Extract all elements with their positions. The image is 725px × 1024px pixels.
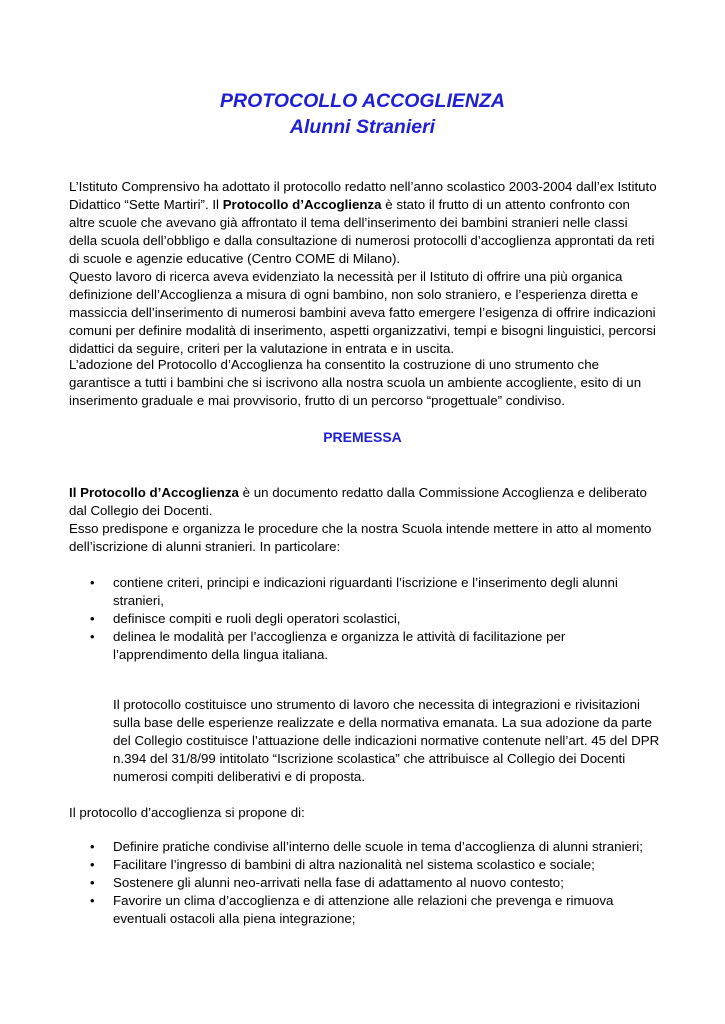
premessa-paragraph-2: Esso predispone e organizza le procedure che la nostra Scuola intende mettere in atto al momento dell’iscrizione di alunni stranieri. In particolare: (69, 521, 652, 554)
bullet-icon: • (90, 875, 95, 890)
section-heading-premessa: PREMESSA (323, 429, 402, 445)
document-subtitle: Alunni Stranieri (289, 116, 436, 138)
intro-paragraph-2: Questo lavoro di ricerca aveva evidenziato la necessità per il Istituto di offrire una più organica definizione dell’Accoglienza a misura di ogni bambino, non solo straniero, e l’esperienza diretta e massiccia dell’inserimento di numerosi bambini aveva fatto emergere l’esigenza di offrire indicazioni comuni per definire modalità di inserimento, aspetti organizzativi, tempi e bisogni linguistici, percorsi didattici da seguire, criteri per la valutazione in entrata e in uscita. (69, 269, 656, 356)
premessa-paragraph-1: Il Protocollo d’Accoglienza è un documento redatto dalla Commissione Accoglienza e deliberato dal Collegio dei Docenti. (69, 485, 647, 518)
bullet-icon: • (90, 893, 95, 908)
list-item: • Sostenere gli alunni neo-arrivati nella fase di adattamento al nuovo contesto; (90, 875, 564, 890)
list-item: • Definire pratiche condivise all’interno delle scuole in tema d’accoglienza di alunni stranieri; (90, 839, 643, 854)
protocol-bold-term: Il Protocollo d’Accoglienza (69, 485, 239, 500)
document-title: PROTOCOLLO ACCOGLIENZA (220, 90, 505, 112)
bullet-icon: • (90, 575, 95, 590)
indented-paragraph: Il protocollo costituisce uno strumento di lavoro che necessita di integrazioni e rivisitazioni sulla base delle esperienze realizzate e della normativa emanata. La sua adozione da parte del Collegio costituisce l’attuazione delle indicazioni normative contenute nell’art. 45 del DPR n.394 del 31/8/99 intitolato “Iscrizione scolastica” che attribuisce al Collegio dei Docenti numerosi compiti deliberativi e di proposta. (113, 697, 660, 784)
intro-paragraph-1: L’Istituto Comprensivo ha adottato il protocollo redatto nell’anno scolastico 2003-2004 dall’ex Istituto Didattico “Sette Martiri”. Il Protocollo d’Accoglienza è stato il frutto di un attento confronto con altre scuole che avevano già affrontato il tema dell’inserimento dei bambini stranieri nelle classi della scuola dell’obbligo e dalla consultazione di numerosi protocolli d’accoglienza approntati da reti di scuole e agenzie educative (Centro COME di Milano). (69, 179, 657, 266)
list-item: • Facilitare l’ingresso di bambini di altra nazionalità nel sistema scolastico e sociale; (90, 857, 595, 872)
features-list (69, 574, 659, 664)
list-item: • Favorire un clima d’accoglienza e di attenzione alle relazioni che prevenga e rimuova eventuali ostacoli alla piena integrazione; (90, 893, 614, 926)
bullet-icon: • (90, 857, 95, 872)
bullet-icon: • (90, 629, 95, 644)
intro-paragraph-3: L’adozione del Protocollo d’Accoglienza ha consentito la costruzione di uno strumento che garantisce a tutti i bambini che si iscrivono alla nostra scuola un ambiente accogliente, esito di un inserimento graduale e mai provvisorio, frutto di un percorso “progettuale” condiviso. (69, 357, 642, 408)
list-item: • definisce compiti e ruoli degli operatori scolastici, (90, 611, 401, 626)
goals-list (69, 838, 659, 928)
protocol-bold-term: Protocollo d’Accoglienza (222, 197, 382, 212)
list-item: • contiene criteri, principi e indicazioni riguardanti l’iscrizione e l’inserimento degli alunni stranieri, (90, 575, 618, 608)
bullet-icon: • (90, 611, 95, 626)
bullet-icon: • (90, 839, 95, 854)
goals-intro: Il protocollo d’accoglienza si propone di: (69, 805, 305, 820)
list-item: • delinea le modalità per l’accoglienza e organizza le attività di facilitazione per l’apprendimento della lingua italiana. (90, 629, 566, 662)
